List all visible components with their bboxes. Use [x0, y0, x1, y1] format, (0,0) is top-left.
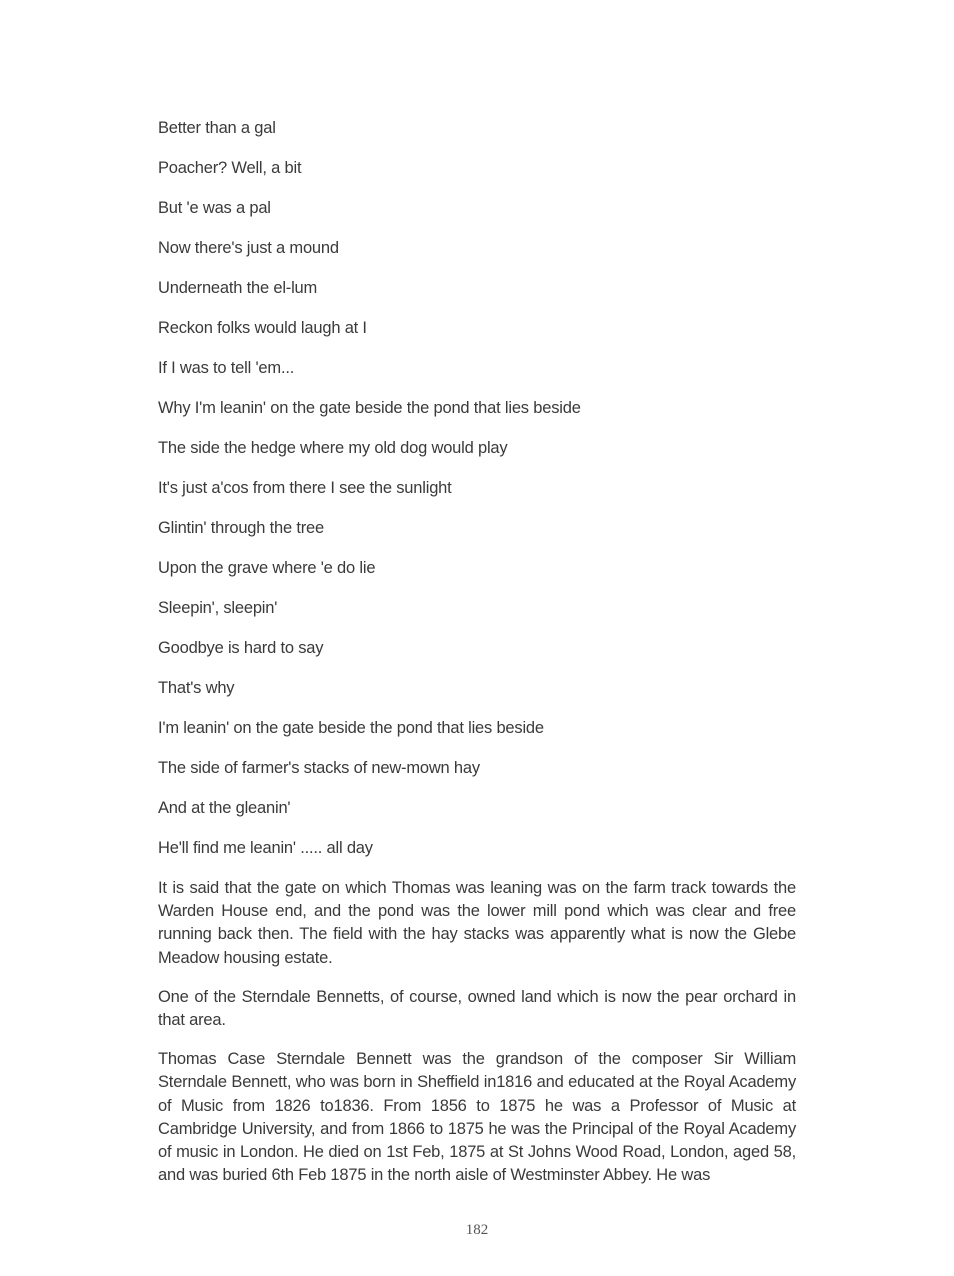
lyric-line: Glintin' through the tree	[158, 519, 325, 537]
page-body	[158, 117, 796, 1203]
lyric-line: If I was to tell 'em...	[158, 359, 295, 377]
lyric-line: But 'e was a pal	[158, 199, 271, 217]
lyric-line: Reckon folks would laugh at I	[158, 319, 367, 337]
lyric-line: Better than a gal	[158, 119, 276, 137]
lyric-line: Now there's just a mound	[158, 239, 339, 257]
lyric-line: Sleepin', sleepin'	[158, 599, 278, 617]
paragraph-sterndale-bennett: Thomas Case Sterndale Bennett was the grandson of the composer Sir William Sterndale Bennett, who was born in Sheffield in1816 and educated at the Royal Academy of Music from 1826 to1836. From 1856 to 1875 he was a Professor of Music at Cambridge University, and from 1866 to 1875 he was the Principal of the Royal Academy of music in London. He died on 1st Feb, 1875 at St Johns Wood Road, London, aged 58, and was buried 6th Feb 1875 in the north aisle of Westminster Abbey. He was	[158, 1050, 796, 1185]
lyric-line: Poacher? Well, a bit	[158, 159, 302, 177]
lyric-line: The side the hedge where my old dog would play	[158, 439, 508, 457]
lyric-line: And at the gleanin'	[158, 799, 291, 817]
lyric-line: I'm leanin' on the gate beside the pond that lies beside	[158, 719, 544, 737]
lyric-line: Goodbye is hard to say	[158, 639, 324, 657]
lyric-line: It's just a'cos from there I see the sunlight	[158, 479, 452, 497]
lyric-line: Why I'm leanin' on the gate beside the pond that lies beside	[158, 399, 581, 417]
lyric-line: Upon the grave where 'e do lie	[158, 559, 376, 577]
lyric-line: He'll find me leanin' ..... all day	[158, 839, 373, 857]
paragraph-pear-orchard: One of the Sterndale Bennetts, of course, owned land which is now the pear orchard in that area.	[158, 987, 796, 1030]
lyric-line: That's why	[158, 679, 235, 697]
lyric-line: Underneath the el-lum	[158, 279, 318, 297]
song-lyrics	[158, 117, 796, 860]
lyric-line: The side of farmer's stacks of new-mown hay	[158, 759, 480, 777]
paragraph-gate-location: It is said that the gate on which Thomas was leaning was on the farm track towards the Warden House end, and the pond was the lower mill pond which was clear and free running back then. The field with the hay stacks was apparently what is now the Glebe Meadow housing estate.	[158, 879, 796, 967]
page-number: 182	[465, 1222, 489, 1238]
